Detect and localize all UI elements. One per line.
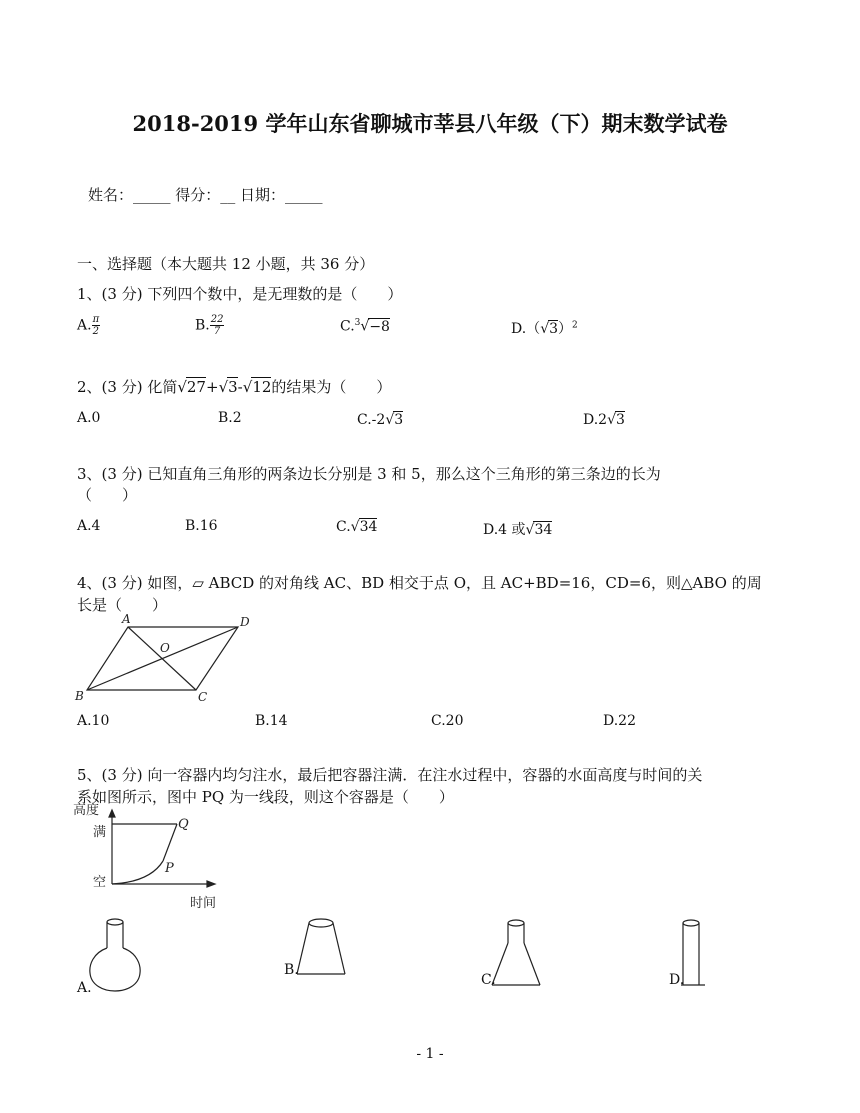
graph-label-q: Q [178, 817, 189, 832]
graph-full-label: 满 [93, 825, 107, 840]
q1-stem: 1、(3 分) 下列四个数中，是无理数的是（ ） [77, 285, 403, 303]
curve-op [112, 861, 163, 884]
q4-stem-line2: 长是（ ） [77, 596, 168, 614]
q4-option-b: B.14 [255, 713, 288, 729]
q4-stem-line1: 4、(3 分) 如图，▱ ABCD 的对角线 AC、BD 相交于点 O，且 AC+BD=16，CD=6，则△ABO 的周 [77, 574, 762, 592]
page-title: 2018-2019 学年山东省聊城市莘县八年级（下）期末数学试卷 [132, 111, 728, 136]
graph-label-p: P [165, 861, 174, 876]
graph-ylabel: 高度 [73, 803, 100, 818]
label-c: C [198, 690, 208, 704]
container-b-frustum [290, 915, 360, 985]
label-o: O [160, 641, 170, 655]
q4-option-a: A.10 [77, 713, 110, 729]
container-a-round-flask [85, 915, 155, 995]
q2-stem: 2、(3 分) 化简√27+√3-√12的结果为（ ） [77, 378, 392, 396]
q2-option-b: B.2 [218, 410, 242, 426]
label-a: A [122, 612, 131, 626]
q3-option-d: D.4 或√34 [483, 522, 553, 538]
q1-option-a: A. $\frac{\pi}{2}$ [77, 314, 100, 337]
parallelogram-figure [70, 610, 270, 705]
q1-option-d: $D.(√3)^2$ [511, 320, 578, 337]
page-number: - 1 - [416, 1046, 444, 1062]
q4-option-c: C.20 [431, 713, 464, 729]
label-d: D [240, 615, 250, 629]
diagonal-bd [87, 627, 238, 690]
y-axis-arrow [109, 810, 115, 817]
q3-option-c: C.√34 [336, 519, 378, 535]
water-height-graph [70, 802, 230, 912]
q5-option-d: D. [669, 972, 685, 988]
q2-option-c: C.-2√3 [357, 412, 404, 428]
q2-option-d: D.2√3 [583, 412, 625, 428]
q5-option-b: B. [284, 962, 299, 978]
label-b: B [75, 689, 84, 703]
segment-pq [163, 824, 177, 861]
q5-stem-line1: 5、(3 分) 向一容器内均匀注水，最后把容器注满．在注水过程中，容器的水面高度与时间的关 [77, 766, 703, 784]
student-info-line: 姓名：_____ 得分：__ 日期：_____ [88, 186, 323, 204]
q4-option-d: D.22 [603, 713, 636, 729]
graph-empty-label: 空 [93, 875, 107, 890]
q1-option-b: B. $\frac{22}{7}$ [195, 314, 224, 337]
q2-option-a: A.0 [77, 410, 101, 426]
q3-option-b: B.16 [185, 518, 218, 534]
section-title: 一、选择题（本大题共 12 小题，共 36 分） [77, 255, 375, 273]
q5-option-a: A. [77, 980, 92, 996]
x-axis-arrow [207, 881, 215, 887]
q3-option-a: A.4 [77, 518, 101, 534]
graph-xlabel: 时间 [190, 896, 217, 911]
q1-option-c: C.$^3$√−8 [340, 318, 390, 335]
q5-stem-line2: 系如图所示，图中 PQ 为一线段，则这个容器是（ ） [77, 788, 454, 806]
q3-stem-line2: （ ） [77, 486, 138, 504]
q5-option-c: C. [481, 972, 496, 988]
q3-stem-line1: 3、(3 分) 已知直角三角形的两条边长分别是 3 和 5，那么这个三角形的第三条边的长为 [77, 465, 661, 483]
